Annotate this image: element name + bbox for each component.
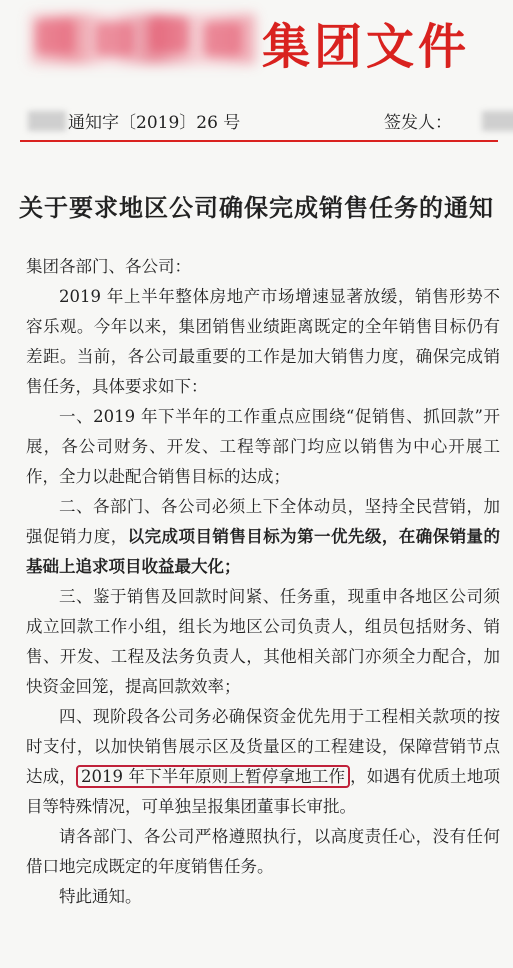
signoff: 特此通知。: [59, 887, 142, 906]
item-4-text: 四、现阶段各公司务必确保资金优先用于工程相关款项的按时支付，以加快销售展示区及货量区的工程建设，保障营销节点达成，: [26, 707, 500, 786]
closing-paragraph: 请各部门、各公司严格遵照执行，以高度责任心，没有任何借口地完成既定的年度销售任务。: [26, 827, 500, 876]
red-divider-line: [20, 140, 498, 142]
redacted-doc-prefix: [28, 111, 66, 131]
item-4-paragraph: [26, 702, 500, 822]
item-1-paragraph: 一、2019 年下半年的工作重点应围绕“促销售、抓回款”开展，各公司财务、开发、工程等部门均应以销售为中心开展工作，全力以赴配合销售目标的达成；: [26, 407, 500, 486]
document-header: [0, 0, 513, 80]
redacted-signer-name: [482, 111, 513, 131]
document-meta-row: [28, 108, 498, 132]
item-2-text: 二、各部门、各公司必须上下全体动员，坚持全民营销，加强促销力度，: [26, 497, 500, 546]
item-2-paragraph: [26, 492, 500, 582]
item-2-bold-text: 以完成项目销售目标为第一优先级，在确保销量的基础上追求项目收益最大化；: [26, 527, 501, 576]
item-3-paragraph: 三、鉴于销售及回款时间紧、任务重，现重申各地区公司须成立回款工作小组，组长为地区公司负责人，组员包括财务、销售、开发、工程及法务负责人，其他相关部门亦须全力配合，加快资金回笼，提高回款效率；: [26, 587, 500, 696]
intro-paragraph: 2019 年上半年整体房地产市场增速显著放缓，销售形势不容乐观。今年以来，集团销售业绩距离既定的全年销售目标仍有差距。当前，各公司最重要的工作是加大销售力度，确保完成销售任务，具体要求如下：: [26, 287, 500, 396]
highlighted-text: 2019 年下半年原则上暂停拿地工作: [76, 765, 350, 788]
notice-title: 关于要求地区公司确保完成销售任务的通知: [19, 193, 494, 222]
org-document-title: 集团文件: [262, 19, 471, 75]
document-number: 通知字〔2019〕26 号: [68, 113, 241, 133]
salutation: 集团各部门、各公司：: [26, 257, 191, 276]
item-4-end-text: ，如遇有优质土地项目等特殊情况，可单独呈报集团董事长审批。: [26, 767, 501, 816]
signer-label: 签发人：: [384, 113, 452, 133]
notice-body: [26, 252, 500, 912]
